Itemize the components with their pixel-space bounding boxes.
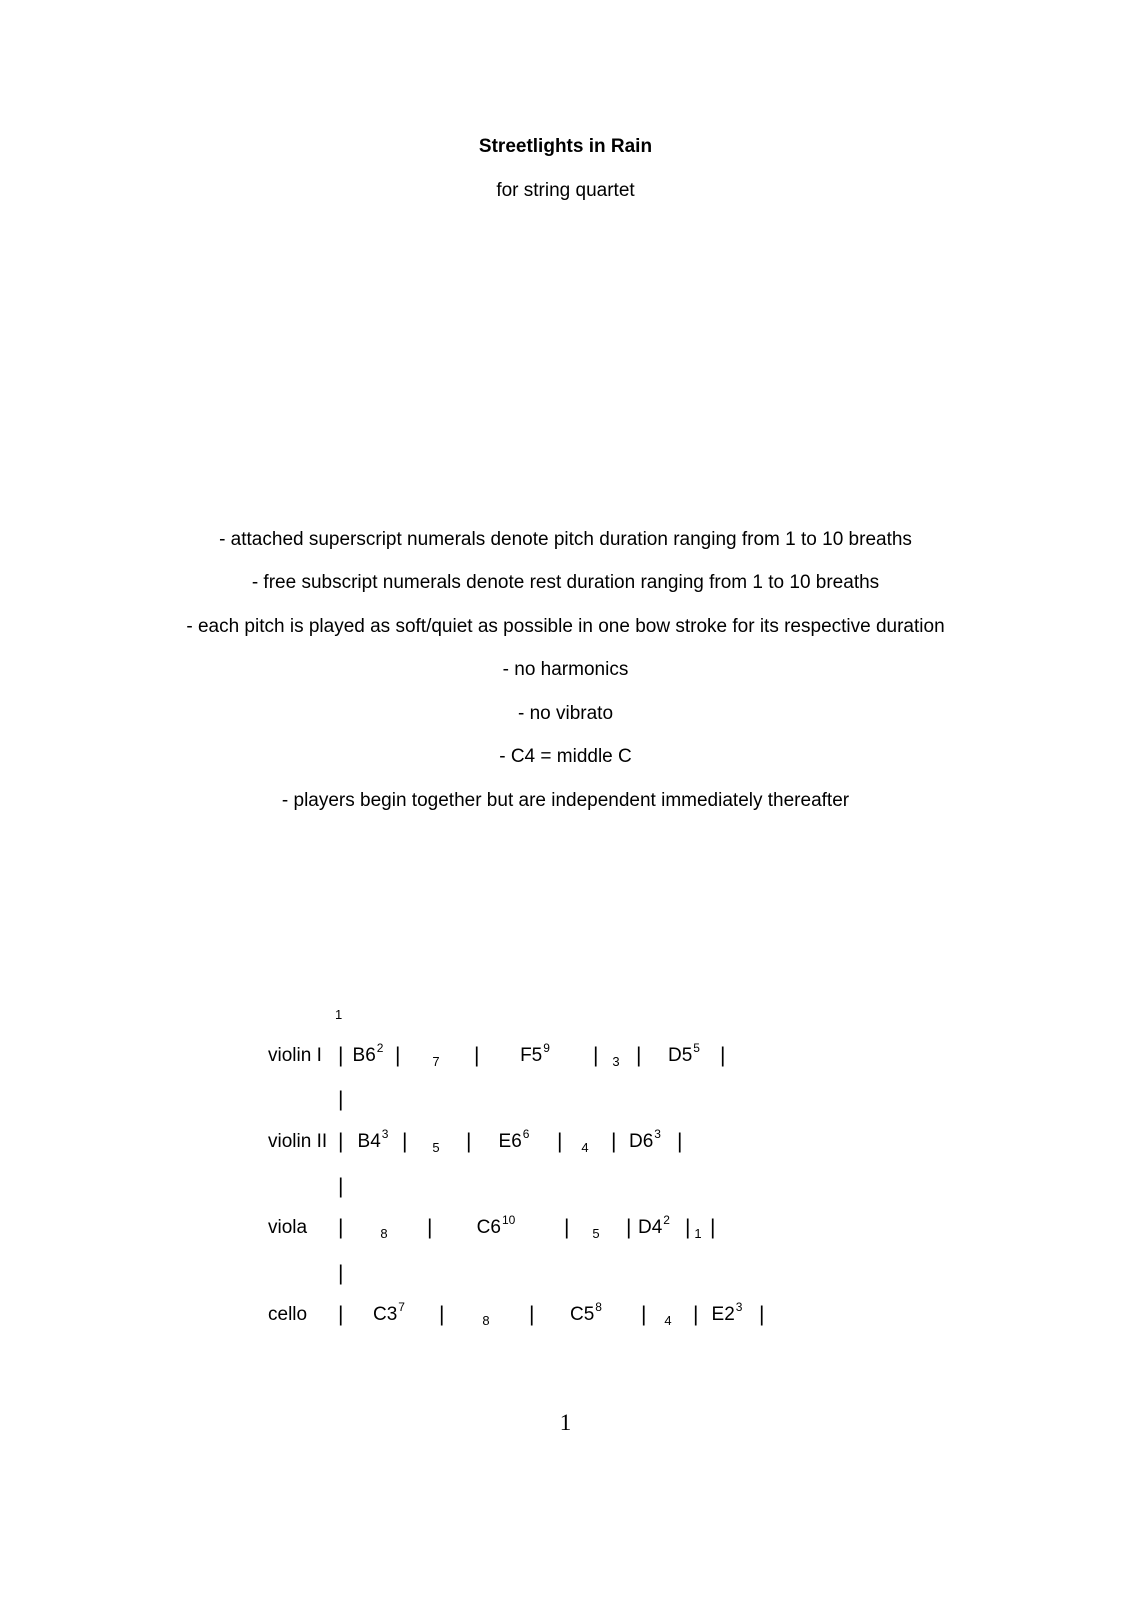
barline: | (338, 1216, 344, 1239)
staff-label: viola (268, 1217, 308, 1238)
barline: | (759, 1303, 765, 1326)
system-barline: | (338, 1175, 344, 1198)
rest-duration: 8 (380, 1226, 388, 1241)
performance-note: - C4 = middle C (499, 746, 632, 767)
pitch-name: D4 (638, 1217, 663, 1238)
barline: | (720, 1044, 726, 1067)
barline: | (593, 1044, 599, 1067)
barline: | (395, 1044, 401, 1067)
barline: | (474, 1044, 480, 1067)
piece-title: Streetlights in Rain (478, 136, 653, 157)
pitch-duration: 2 (376, 1041, 384, 1055)
barline: | (466, 1130, 472, 1153)
pitch-event (476, 1213, 516, 1238)
pitch-event (629, 1127, 661, 1152)
staff-label: violin II (268, 1131, 328, 1152)
barline: | (611, 1130, 617, 1153)
barline: | (710, 1216, 716, 1239)
performance-note: - attached superscript numerals denote pitch duration ranging from 1 to 10 breaths (219, 529, 912, 550)
pitch-name: D5 (668, 1045, 693, 1066)
pitch-duration: 5 (693, 1041, 700, 1055)
performance-note: - no harmonics (502, 659, 629, 680)
rest-duration: 4 (581, 1140, 589, 1155)
pitch-event (357, 1127, 389, 1152)
rest-duration: 8 (482, 1313, 490, 1328)
pitch-event (373, 1300, 405, 1325)
barline: | (338, 1303, 344, 1326)
barline: | (636, 1044, 642, 1067)
rest-duration: 7 (432, 1054, 440, 1069)
pitch-name: C5 (570, 1304, 595, 1325)
barline: | (338, 1130, 344, 1153)
pitch-duration: 3 (735, 1300, 743, 1314)
pitch-name: C6 (476, 1217, 501, 1238)
pitch-event (570, 1300, 602, 1325)
pitch-event (668, 1041, 700, 1066)
pitch-event (520, 1041, 550, 1066)
pitch-name: E6 (498, 1131, 522, 1152)
pitch-name: D6 (629, 1131, 654, 1152)
pitch-duration: 3 (381, 1127, 389, 1141)
pitch-event (498, 1127, 530, 1152)
pitch-name: B4 (357, 1131, 381, 1152)
piece-subtitle: for string quartet (496, 180, 635, 201)
rest-duration: 5 (592, 1226, 600, 1241)
barline: | (685, 1216, 691, 1239)
performance-note: - players begin together but are independent immediately thereafter (281, 790, 850, 811)
barline: | (402, 1130, 408, 1153)
pitch-event (638, 1213, 670, 1238)
barline: | (677, 1130, 683, 1153)
pitch-duration: 3 (654, 1127, 661, 1141)
pitch-event (711, 1300, 743, 1325)
performance-note: - no vibrato (517, 703, 614, 724)
barline: | (693, 1303, 699, 1326)
pitch-name: C3 (373, 1304, 398, 1325)
pitch-duration: 6 (522, 1127, 530, 1141)
pitch-duration: 9 (543, 1041, 550, 1055)
measure-number: 1 (335, 1007, 343, 1022)
pitch-duration: 2 (663, 1213, 670, 1227)
barline: | (641, 1303, 647, 1326)
pitch-name: B6 (352, 1045, 376, 1066)
pitch-name: F5 (520, 1045, 543, 1066)
barline: | (338, 1044, 344, 1067)
rest-duration: 3 (612, 1054, 620, 1069)
system-barline: | (338, 1088, 344, 1111)
rest-duration: 1 (694, 1226, 702, 1241)
rest-duration: 4 (664, 1313, 672, 1328)
performance-note: - free subscript numerals denote rest duration ranging from 1 to 10 breaths (251, 572, 880, 593)
staff-label: cello (268, 1304, 308, 1325)
barline: | (439, 1303, 445, 1326)
barline: | (626, 1216, 632, 1239)
page-number: 1 (559, 1410, 572, 1435)
performance-note: - each pitch is played as soft/quiet as possible in one bow stroke for its respective duration (186, 616, 945, 637)
pitch-name: E2 (711, 1304, 735, 1325)
system-barline: | (338, 1262, 344, 1285)
barline: | (564, 1216, 570, 1239)
rest-duration: 5 (432, 1140, 440, 1155)
barline: | (557, 1130, 563, 1153)
pitch-duration: 7 (398, 1300, 405, 1314)
staff-label: violin I (268, 1045, 322, 1066)
barline: | (427, 1216, 433, 1239)
barline: | (529, 1303, 535, 1326)
pitch-event (352, 1041, 384, 1066)
pitch-duration: 8 (595, 1300, 602, 1314)
pitch-duration: 10 (501, 1213, 516, 1227)
